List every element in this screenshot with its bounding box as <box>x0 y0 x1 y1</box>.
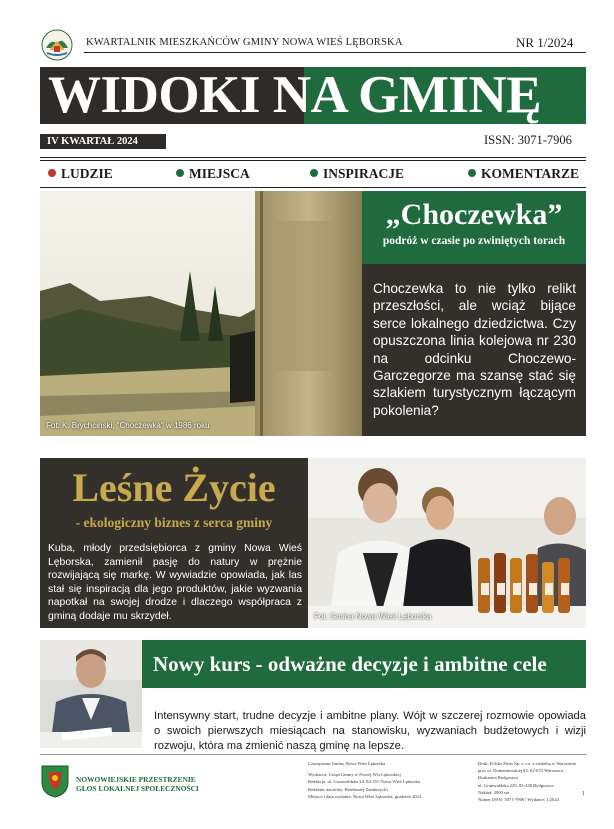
photo-caption: Fot. K. Brychcinski, "Choczewka" w 1986 roku <box>46 421 210 430</box>
green-dot-icon <box>310 169 318 177</box>
green-dot-icon <box>176 169 184 177</box>
header-rule <box>84 52 586 53</box>
footer-line: Wydawca: Urząd Gminy w Nowej Wsi Lęborskiej <box>308 772 401 778</box>
article-title: „Choczewka” <box>385 198 563 231</box>
footer-line: Drukarnia Bydgoszcz <box>478 775 518 781</box>
footer-line: ul. Grunwaldzka 229, 85-438 Bydgoszcz <box>478 782 554 788</box>
red-dot-icon <box>48 169 56 177</box>
nav-label: MIEJSCA <box>189 166 250 181</box>
footer-line: Miejsce i data wydania: Nowa Wieś Lęborska, grudzień 2024 <box>308 793 422 799</box>
team-photo[interactable] <box>308 458 586 628</box>
article-subtitle: - ekologiczny biznes z serca gminy <box>75 515 273 530</box>
magazine-subtitle: KWARTALNIK MIESZKAŃCÓW GMINY NOWA WIEŚ LĘBORSKA <box>86 37 403 48</box>
article-lead: Choczewka to nie tylko relikt przeszłości, ale wciąż bijące serce lokalnego dziedzictwa. Czy opuszczona linia kolejowa nr 230 na odcinku Choczewo-Garczegorze ma szansę stać się szlakiem turystycznym łączącym pokolenia? <box>362 264 586 436</box>
section-nav <box>40 166 586 186</box>
nav-label: INSPIRACJE <box>323 166 405 181</box>
green-dot-icon <box>468 169 476 177</box>
nav-rule <box>40 187 586 188</box>
footer-publisher-column <box>308 760 468 800</box>
footer-line: przy ul. Domaniewskiej 45, 02-672 Warszawa <box>478 768 563 774</box>
footer-line: Redaktor naczelny: Bartłomiej Zambrzycki <box>308 786 388 792</box>
footer-line: Redakcja: ul. Grunwaldzka 24, 84-351 Nowa Wieś Lęborska <box>308 779 420 785</box>
article-lead: Intensywny start, trudne decyzje i ambitne plany. Wójt w szczerej rozmowie opowiada o swoich pierwszych miesiącach na stanowisku, wyzwaniach budżetowych i wizji rozwoju, która ma zmienić naszą gminę na lepsze. <box>154 710 586 752</box>
nav-label: KOMENTARZE <box>481 166 580 181</box>
issue-number: NR 1/2024 <box>516 35 574 50</box>
footer-line: Nakład: 2000 szt. <box>478 789 511 795</box>
nav-label: LUDZIE <box>61 166 113 181</box>
mayor-photo[interactable] <box>40 640 142 748</box>
article-subtitle: podróż w czasie po zwiniętych torach <box>382 235 566 247</box>
article-title: Leśne Życie <box>72 465 276 510</box>
village-logo-icon <box>40 26 74 64</box>
quarter-label: IV KWARTAŁ 2024 <box>40 134 166 149</box>
footer-brand-line1: NOWOWIEJSKIE PRZESTRZENIE <box>76 775 196 784</box>
double-rule-top <box>40 157 586 158</box>
nav-item-komentarze[interactable] <box>468 166 579 182</box>
choczewka-header[interactable] <box>362 191 586 264</box>
footer-rule <box>40 754 586 755</box>
lesne-zycie-panel[interactable] <box>40 458 308 628</box>
footer-line: Numer ISSN: 3071-7906 | Wydanie: 1/2024 <box>478 797 559 803</box>
municipal-crest-icon <box>40 764 70 798</box>
double-rule-bottom <box>40 160 586 161</box>
nav-item-ludzie[interactable] <box>48 166 113 182</box>
footer-brand-line2: GŁOS LOKALNEJ SPOŁECZNOŚCI <box>76 784 199 793</box>
photo-caption: Fot. Gmina Nowa Wieś Lęborska <box>314 612 432 621</box>
nav-item-inspiracje[interactable] <box>310 166 404 182</box>
footer-line: Druk: Polska Press Sp. z o.o. z siedzibą w Warszawie <box>478 761 577 766</box>
page-number: 1 <box>582 791 585 797</box>
footer-line: Czasopismo Gminy Nowa Wieś Lęborska <box>308 761 386 766</box>
nowy-kurs-header[interactable]: Nowy kurs - odważne decyzje i ambitne cele <box>142 640 586 688</box>
footer-print-column <box>478 760 580 803</box>
issn-label: ISSN: 3071-7906 <box>484 133 572 147</box>
masthead-title: WIDOKI NA GMINĘ <box>48 66 542 124</box>
train-photo[interactable] <box>40 191 362 436</box>
article-lead: Kuba, młody przedsiębiorca z gminy Nowa Wieś Lęborska, zamienił pasję do natury w prężnie rozwijającą się markę. W wywiadzie opowiada, jak las stał się inspiracją dla jego produktów, jakie wyzwania napotkał na swojej drodze i dlaczego współpraca z gminą dodaje mu skrzydeł. <box>48 543 302 622</box>
nav-item-miejsca[interactable] <box>176 166 250 182</box>
